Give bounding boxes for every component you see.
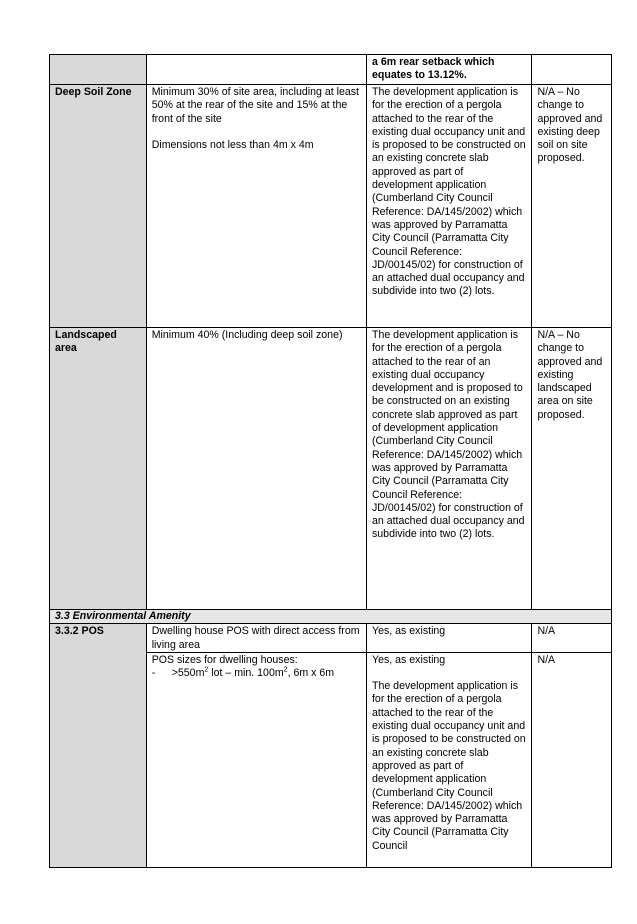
requirement-cell (146, 55, 366, 85)
table-row (50, 328, 612, 610)
table-row (50, 55, 612, 85)
control-cell: Landscaped area (50, 328, 147, 610)
proposal-text: The development application is for the erection of a pergola attached to the rear of the existing dual occupancy unit and is proposed to be constructed on an existing concrete slab approved as part of development application (Cumberland City Council Reference: DA/145/2002) which was approved by Parramatta City Council (Parramatta City Council (371, 680, 526, 852)
table-row (50, 85, 612, 328)
superscript: 2 (283, 666, 288, 674)
compliance-cell: N/A – No change to approved and existing landscaped area on site proposed. (532, 328, 612, 610)
compliance-cell (532, 55, 612, 85)
section-heading: 3.3 Environmental Amenity (50, 610, 612, 624)
requirement-text: Dimensions not less than 4m x 4m (151, 138, 314, 151)
proposal-cell: Yes, as existing (366, 624, 531, 653)
bullet-dash: - (151, 667, 156, 680)
compliance-cell: N/A – No change to approved and existing deep soil on site proposed. (532, 85, 612, 328)
requirement-cell: Dwelling house POS with direct access from living area (146, 624, 366, 653)
table-row (50, 624, 612, 653)
control-cell: Deep Soil Zone (50, 85, 147, 328)
proposal-cell: The development application is for the erection of a pergola attached to the rear of the existing dual occupancy unit and is proposed to be constructed on an existing concrete slab approved as part of development application (Cumberland City Council Reference: DA/145/2002) which was approved by Parramatta City Council (Parramatta City Council Reference: JD/00145/02) for construction of an attached dual occupancy and subdivide into two (2) lots. (366, 85, 531, 328)
requirement-cell (146, 85, 366, 328)
proposal-text: Yes, as existing (371, 653, 446, 666)
requirement-title: POS sizes for dwelling houses: (151, 653, 298, 666)
requirement-text: Minimum 30% of site area, including at least 50% at the rear of the site and 15% at the front of the site (151, 86, 359, 125)
bullet-item (152, 667, 361, 680)
requirement-cell (146, 652, 366, 867)
proposal-cell: a 6m rear setback which equates to 13.12%. (366, 55, 531, 85)
proposal-cell (366, 652, 531, 867)
compliance-cell: N/A (532, 624, 612, 653)
proposal-cell: The development application is for the erection of a pergola attached to the rear of an existing dual occupancy development and is proposed to be constructed on an existing concrete slab approved as part of development application (Cumberland City Council Reference: DA/145/2002) which was approved by Parramatta City Council (Parramatta City Council Reference: JD/00145/02) for construction of an attached dual occupancy and subdivide into two (2) lots. (366, 328, 531, 610)
compliance-table (49, 54, 612, 868)
compliance-cell: N/A (532, 652, 612, 867)
control-cell (50, 55, 147, 85)
control-cell: 3.3.2 POS (50, 624, 147, 868)
superscript: 2 (204, 666, 209, 674)
section-row (50, 610, 612, 624)
requirement-cell: Minimum 40% (Including deep soil zone) (146, 328, 366, 610)
bullet-text: , 6m x 6m (287, 667, 335, 680)
bullet-text: lot – min. 100m (208, 667, 284, 680)
bullet-text: >550m (171, 667, 205, 680)
